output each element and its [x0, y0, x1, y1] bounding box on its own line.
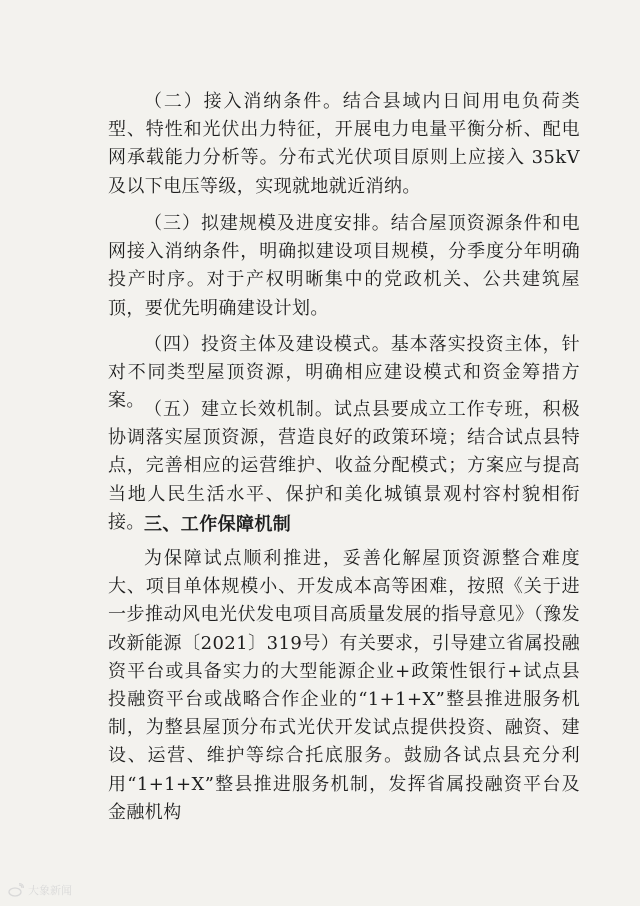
paragraph-connection-conditions: （二）接入消纳条件。结合县域内日间用电负荷类型、特性和光伏出力特征，开展电力电量平衡分析、配电网承载能力分析等。分布式光伏项目原则上应接入 35kV 及以下电压等级，实现就地就近消纳。 — [108, 91, 580, 197]
watermark-text: 大象新闻 — [28, 884, 72, 897]
weibo-logo-icon — [8, 883, 24, 897]
paragraph-guarantee-mechanism: 为保障试点顺利推进，妥善化解屋顶资源整合难度大、项目单体规模小、开发成本高等困难，按照《关于进一步推动风电光伏发电项目高质量发展的指导意见》（豫发改新能源〔2021〕319号）有关要求，引导建立省属投融资平台或具备实力的大型能源企业+政策性银行+试点县投融资平台或战略合作企业的“1+1+X”整县推进服务机制，为整县屋顶分布式光伏开发试点提供投资、融资、建设、运营、维护等综合托底服务。鼓励各试点县充分利用“1+1+X”整县推进服务机制，发挥省属投融资平台及金融机构 — [108, 548, 580, 823]
section-heading-guarantee: 三、工作保障机制 — [144, 514, 292, 535]
paragraph-long-term-mechanism: （五）建立长效机制。试点县要成立工作专班，积极协调落实屋顶资源，营造良好的政策环境；结合试点县特点，完善相应的运营维护、收益分配模式；方案应与提高当地人民生活水平、保护和美化城镇景观村容村貌相衔接。 — [108, 399, 580, 533]
paragraph-investment-model: （四）投资主体及建设模式。基本落实投资主体，针对不同类型屋顶资源，明确相应建设模式和资金筹措方案。 — [108, 334, 580, 412]
watermark — [8, 882, 72, 898]
paragraph-scale-schedule: （三）拟建规模及进度安排。结合屋顶资源条件和电网接入消纳条件，明确拟建设项目规模，分季度分年明确投产时序。对于产权明晰集中的党政机关、公共建筑屋顶，要优先明确建设计划。 — [108, 213, 580, 319]
